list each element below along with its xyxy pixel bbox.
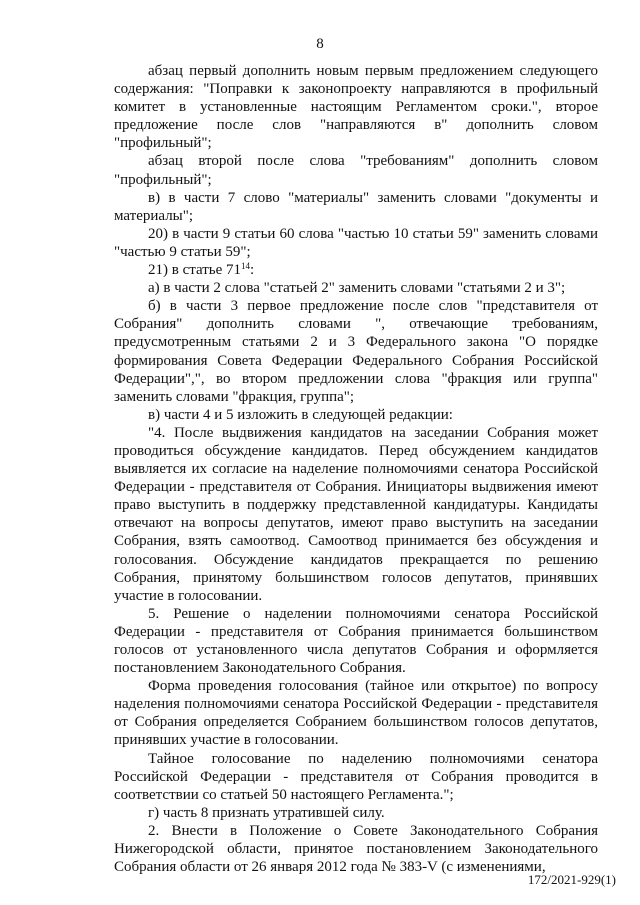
paragraph: б) в части 3 первое предложение после слов "представителя от Собрания" дополнить словами ", отвечающие требованиям, предусмотренным статьями 2 и 3 Федерального закона "О порядке формирования Совета Федерации Федерального Собрания Российской Федерации",", во втором предложении слова "фракция или группа" заменить словами "фракция, группа"; [114, 298, 598, 405]
document-code: 172/2021-929(1) [527, 872, 616, 887]
paragraph: г) часть 8 признать утратившей силу. [148, 804, 385, 821]
article-71-superscript: 14 [241, 261, 251, 272]
paragraph: Форма проведения голосования (тайное или открытое) по вопросу наделения полномочиями сенатора Российской Федерации - представителя от Собрания определяется Собранием большинством голосов депутатов, принявших участие в голосовании. [114, 678, 598, 749]
paragraph: абзац второй после слова "требованиям" дополнить словом "профильный"; [114, 153, 598, 188]
paragraph: 5. Решение о наделении полномочиями сенатора Российской Федерации - представителя от Собрания принимается большинством голосов от установленного числа депутатов Собрания и оформляется постановлением Законодательного Собрания. [114, 605, 598, 677]
page-number: 8 [316, 36, 324, 52]
document-body [114, 62, 598, 876]
paragraph: Тайное голосование по наделению полномочиями сенатора Российской Федерации - представителя от Собрания проводится в соответствии со статьей 50 настоящего Регламента."; [114, 750, 598, 803]
paragraph: "4. После выдвижения кандидатов на заседании Собрания может проводиться обсуждение кандидатов. Перед обсуждением кандидатов выявляется их согласие на наделение полномочиями сенатора Российской Федерации - представителя от Собрания. Инициаторы выдвижения имеют право выступить в поддержку представленной кандидатуры. Кандидаты отвечают на вопросы депутатов, имеют право выступить на заседании Собрания, взять самоотвод. Самоотвод принимается без обсуждения и голосования. Обсуждение кандидатов прекращается по решению Собрания, принятому большинством голосов депутатов, принявших участие в голосовании. [114, 424, 598, 604]
article-71-suffix: : [250, 262, 255, 279]
article-71-text: 21) в статье 71 [148, 262, 242, 279]
paragraph: в) части 4 и 5 изложить в следующей редакции: [148, 406, 453, 423]
paragraph-article-71 [114, 261, 598, 279]
paragraph: 20) в части 9 статьи 60 слова "частью 10 статьи 59" заменить словами "частью 9 статьи 59"; [114, 225, 598, 260]
paragraph: абзац первый дополнить новым первым предложением следующего содержания: "Поправки к законопроекту направляются в профильный комитет в установленные настоящим Регламентом сроки.", второе предложение после слов "направляются в" дополнить словом "профильный"; [114, 63, 598, 152]
paragraph: 2. Внести в Положение о Совете Законодательного Собрания Нижегородской области, принятое постановлением Законодательного Собрания области от 26 января 2012 года № 383-V (с изменениями, [114, 822, 598, 876]
paragraph: в) в части 7 слово "материалы" заменить словами "документы и материалы"; [114, 189, 598, 224]
paragraph: а) в части 2 слова "статьей 2" заменить словами "статьями 2 и 3"; [148, 280, 566, 297]
